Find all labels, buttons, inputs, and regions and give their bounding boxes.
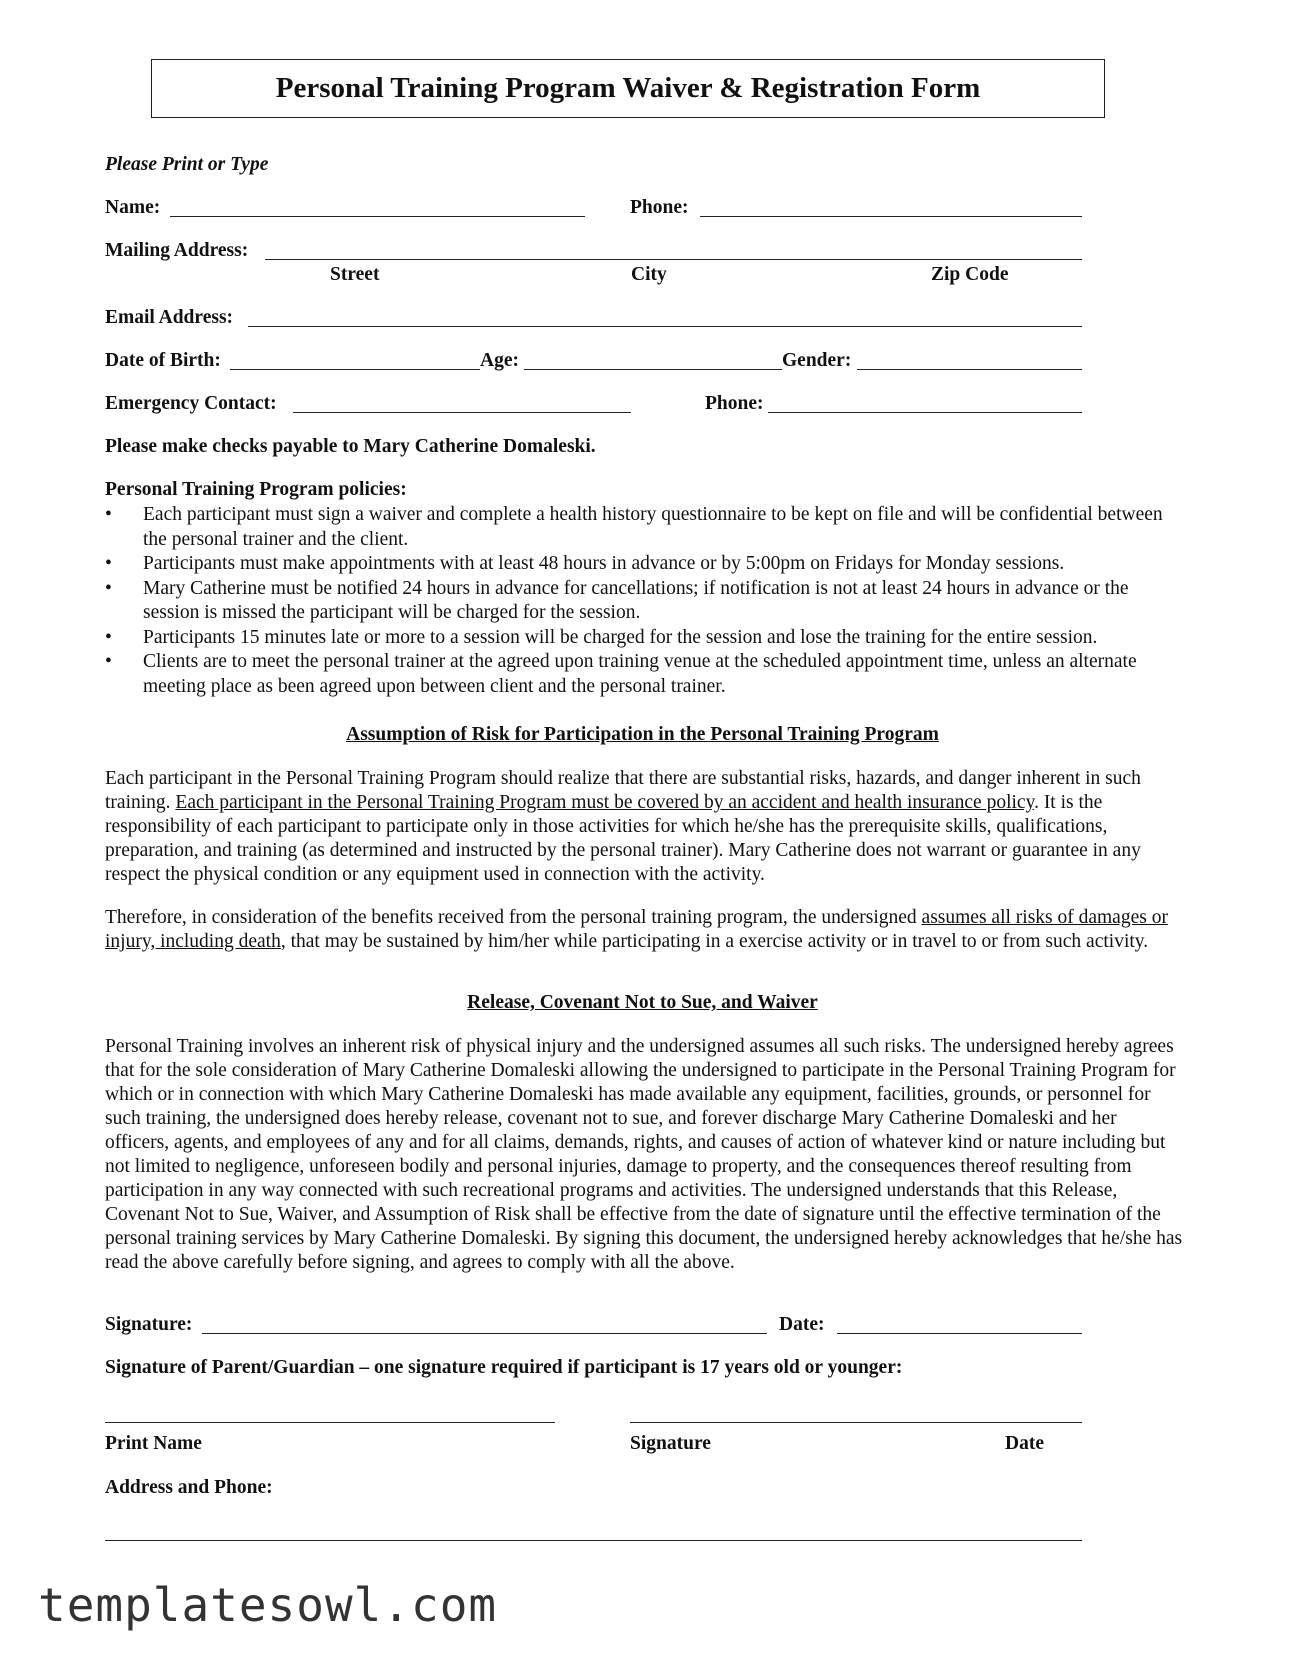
age-label: Age:	[480, 350, 519, 371]
email-field[interactable]	[248, 326, 1082, 327]
signature-field[interactable]	[202, 1333, 767, 1334]
name-label: Name:	[105, 197, 161, 218]
policy-text: Participants must make appointments with at least 48 hours in advance or by 5:00pm on Fridays for Monday sessions.	[143, 553, 1065, 574]
gender-field[interactable]	[857, 369, 1082, 370]
checks-note: Please make checks payable to Mary Catherine Domaleski.	[105, 436, 596, 457]
policy-item	[105, 503, 1185, 552]
release-paragraph: Personal Training involves an inherent risk of physical injury and the undersigned assumes all such risks. The undersigned hereby agrees that for the sole consideration of Mary Catherine Domaleski allowing the undersigned to participate in the Personal Training Program for which or in connection with which Mary Catherine Domaleski has made available any equipment, facilities, grounds, or personnel for such training, the undersigned does hereby release, covenant not to sue, and forever discharge Mary Catherine Domaleski and her officers, agents, and employees of any and for all claims, demands, rights, and causes of action of whatever kind or nature including but not limited to negligence, unforeseen bodily and personal injuries, damage to property, and the consequences thereof resulting from participation in any way connected with such recreational programs and activities. The undersigned understands that this Release, Covenant Not to Sue, Waiver, and Assumption of Risk shall be effective from the date of signature until the effective termination of the personal training services by Mary Catherine Domaleski. By signing this document, the undersigned hereby acknowledges that he/she has read the above carefully before signing, and agrees to comply with all the above.	[105, 1036, 1183, 1273]
guardian-note: Signature of Parent/Guardian – one signature required if participant is 17 years old or younger:	[105, 1357, 903, 1378]
guardian-print-name-field[interactable]	[105, 1422, 555, 1423]
risk-p2-underlined: assumes all risks of damages or injury, including death	[105, 907, 1168, 952]
name-field[interactable]	[170, 216, 585, 217]
email-label: Email Address:	[105, 307, 234, 328]
policy-text: Mary Catherine must be notified 24 hours in advance for cancellations; if notification is not at least 24 hours in advance or the session is missed the participant will be charged for the session.	[143, 577, 1129, 623]
signature-label: Signature:	[105, 1314, 193, 1335]
watermark: templatesowl.com	[38, 1578, 498, 1632]
emergency-contact-field[interactable]	[293, 412, 631, 413]
address-phone-field[interactable]	[105, 1540, 1082, 1541]
bullet: •	[105, 504, 112, 525]
policy-item	[105, 577, 1185, 626]
policy-text: Each participant must sign a waiver and complete a health history questionnaire to be kept on file and will be confidential between the personal trainer and the client.	[143, 504, 1163, 550]
dob-label: Date of Birth:	[105, 350, 221, 371]
risk-p1-text-a: Each participant in the Personal Training Program should realize that there are substantial risks, hazards, and danger inherent in such training.	[105, 768, 1141, 813]
title-box	[151, 59, 1105, 118]
bullet: •	[105, 626, 112, 648]
bullet: •	[105, 577, 112, 599]
print-instruction: Please Print or Type	[105, 154, 269, 175]
phone-field[interactable]	[700, 216, 1082, 217]
zip-caption: Zip Code	[931, 264, 1009, 285]
gender-label: Gender:	[782, 350, 852, 371]
mailing-address-field[interactable]	[265, 259, 1082, 260]
policies-heading: Personal Training Program policies:	[105, 479, 407, 500]
guardian-date-caption: Date	[1005, 1433, 1044, 1454]
risk-paragraph-2	[105, 906, 1185, 954]
date-label: Date:	[779, 1314, 825, 1335]
risk-p2-text-a: Therefore, in consideration of the benefits received from the personal training program, the undersigned	[105, 907, 922, 928]
guardian-signature-field[interactable]	[630, 1422, 1082, 1423]
policy-item	[105, 552, 1185, 577]
mailing-address-label: Mailing Address:	[105, 240, 249, 261]
release-heading: Release, Covenant Not to Sue, and Waiver	[467, 992, 818, 1013]
risk-p2-text-b: , that may be sustained by him/her while participating in a exercise activity or in travel to or from such activity.	[280, 931, 1149, 952]
policy-item	[105, 626, 1185, 651]
dob-field[interactable]	[230, 369, 480, 370]
phone-label: Phone:	[630, 197, 689, 218]
age-field[interactable]	[524, 369, 782, 370]
guardian-signature-caption: Signature	[630, 1433, 711, 1454]
print-name-caption: Print Name	[105, 1433, 202, 1454]
bullet: •	[105, 651, 112, 672]
risk-p1-text-b: . It is the responsibility of each participant to participate only in those activities for which he/she has the prerequisite skills, qualifications, preparation, and training (as determined and instructed by the personal trainer). Mary Catherine does not warrant or guarantee in any respect the physical condition or any equipment used in connection with the activity.	[105, 792, 1141, 885]
policy-item	[105, 650, 1185, 699]
address-phone-label: Address and Phone:	[105, 1477, 273, 1498]
policy-text: Participants 15 minutes late or more to a session will be charged for the session and lose the training for the entire session.	[143, 626, 1098, 648]
date-field[interactable]	[837, 1333, 1082, 1334]
policy-text: Clients are to meet the personal trainer at the agreed upon training venue at the scheduled appointment time, unless an alternate meeting place as been agreed upon between client and the personal trainer.	[143, 651, 1137, 697]
risk-heading: Assumption of Risk for Participation in the Personal Training Program	[346, 724, 939, 745]
street-caption: Street	[330, 264, 380, 285]
risk-p1-underlined: Each participant in the Personal Training Program must be covered by an accident and health insurance policy	[175, 792, 1035, 813]
policies-list	[105, 503, 1185, 699]
emergency-contact-label: Emergency Contact:	[105, 393, 277, 414]
bullet: •	[105, 553, 112, 574]
emergency-phone-label: Phone:	[705, 393, 764, 414]
form-title: Personal Training Program Waiver & Registration Form	[275, 72, 981, 104]
city-caption: City	[631, 264, 667, 285]
risk-paragraph-1	[105, 767, 1185, 887]
emergency-phone-field[interactable]	[768, 412, 1082, 413]
